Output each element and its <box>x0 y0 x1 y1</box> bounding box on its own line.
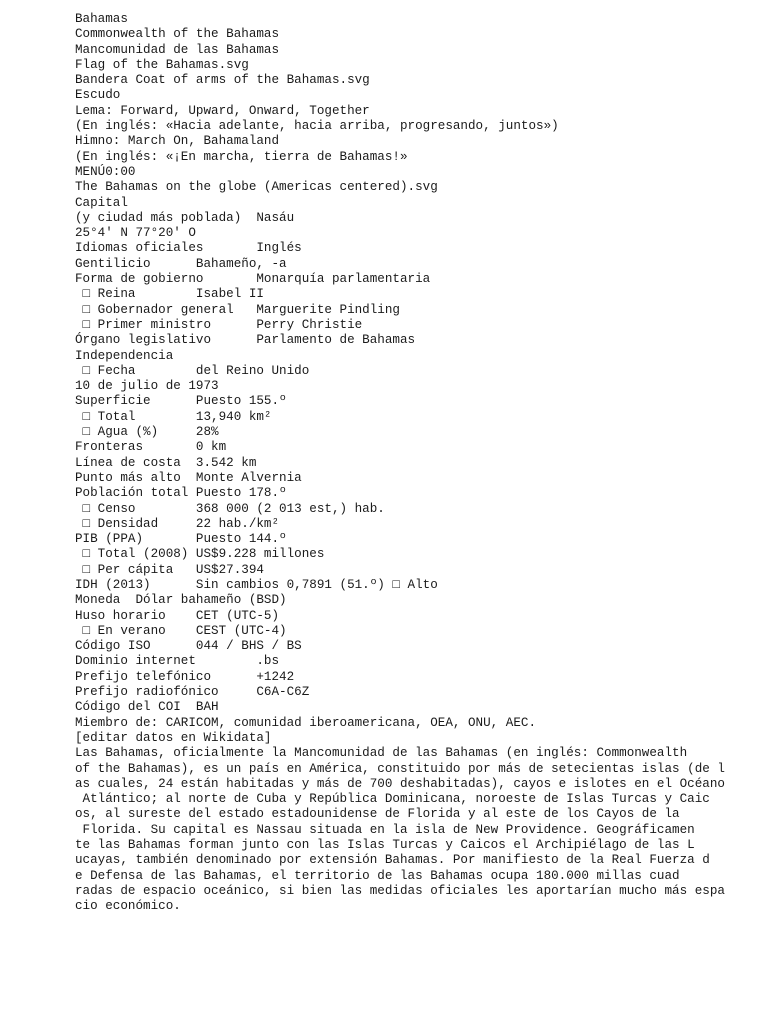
paragraph-line: ucayas, también denominado por extensión Bahamas. Por manifiesto de la Real Fuerza d <box>75 853 710 868</box>
text-line: Gentilicio Bahameño, -a <box>75 256 287 271</box>
paragraph-line: Las Bahamas, oficialmente la Mancomunidad de las Bahamas (en inglés: Commonwealth <box>75 746 688 761</box>
text-line: Superficie Puesto 155.º <box>75 394 287 409</box>
text-line: MENÚ0:00 <box>75 164 136 179</box>
paragraph-line: of the Bahamas), es un país en América, constituido por más de setecientas islas (de l <box>75 761 725 776</box>
text-line: Capital <box>75 195 128 210</box>
text-line: Flag of the Bahamas.svg <box>75 57 249 72</box>
text-line: □ Primer ministro Perry Christie <box>75 317 363 332</box>
paragraph-line: te las Bahamas forman junto con las Islas Turcas y Caicos el Archipiélago de las L <box>75 838 695 853</box>
text-line: Idiomas oficiales Inglés <box>75 241 302 256</box>
text-line: □ Reina Isabel II <box>75 287 264 302</box>
paragraph-line: Atlántico; al norte de Cuba y República Dominicana, noroeste de Islas Turcas y Caic <box>75 792 710 807</box>
text-line: Mancomunidad de las Bahamas <box>75 42 280 57</box>
document-body <box>75 12 755 915</box>
text-line: Órgano legislativo Parlamento de Bahamas <box>75 333 416 348</box>
paragraph-line: os, al sureste del estado estadounidense de Florida y al este de los Cayos de la <box>75 807 680 822</box>
text-line: Prefijo radiofónico C6A-C6Z <box>75 685 310 700</box>
paragraph-line: as cuales, 24 están habitadas y más de 700 deshabitadas), cayos e islotes en el Océano <box>75 776 725 791</box>
text-line: Bandera Coat of arms of the Bahamas.svg <box>75 73 370 88</box>
text-line: □ Densidad 22 hab./km² <box>75 516 280 531</box>
paragraph-line: cio económico. <box>75 899 181 914</box>
text-line: □ Total (2008) US$9.228 millones <box>75 547 325 562</box>
text-line: Forma de gobierno Monarquía parlamentaria <box>75 272 431 287</box>
paragraph-line: radas de espacio oceánico, si bien las medidas oficiales les aportarían mucho más espa <box>75 883 725 898</box>
paragraph-line: Florida. Su capital es Nassau situada en la isla de New Providence. Geográficamen <box>75 822 695 837</box>
text-line: Punto más alto Monte Alvernia <box>75 470 302 485</box>
text-line: Bahamas <box>75 12 128 26</box>
text-line: Independencia <box>75 348 174 363</box>
text-line: Escudo <box>75 88 121 103</box>
paragraph-line: e Defensa de las Bahamas, el territorio de las Bahamas ocupa 180.000 millas cuad <box>75 868 680 883</box>
infobox-text <box>75 12 755 746</box>
text-line: Miembro de: CARICOM, comunidad iberoamericana, OEA, ONU, AEC. <box>75 715 537 730</box>
text-line: IDH (2013) Sin cambios 0,7891 (51.º) □ Alto <box>75 577 438 592</box>
text-line: (En inglés: «¡En marcha, tierra de Bahamas!» <box>75 149 408 164</box>
text-line: (En inglés: «Hacia adelante, hacia arriba, progresando, juntos») <box>75 119 559 134</box>
text-line: Commonwealth of the Bahamas <box>75 27 280 42</box>
text-line: Himno: March On, Bahamaland <box>75 134 280 149</box>
text-line: Prefijo telefónico +1242 <box>75 669 295 684</box>
text-line: [editar datos en Wikidata] <box>75 730 272 745</box>
text-line: Dominio internet .bs <box>75 654 280 669</box>
text-line: PIB (PPA) Puesto 144.º <box>75 532 287 547</box>
text-line: □ Gobernador general Marguerite Pindling <box>75 302 400 317</box>
text-line: □ Fecha del Reino Unido <box>75 363 310 378</box>
text-line: □ Total 13,940 km² <box>75 409 272 424</box>
text-line: Población total Puesto 178.º <box>75 486 287 501</box>
body-paragraph <box>75 746 755 914</box>
text-line: Código del COI BAH <box>75 700 219 715</box>
text-line: 10 de julio de 1973 <box>75 379 219 394</box>
text-line: (y ciudad más poblada) Nasáu <box>75 210 295 225</box>
text-line: Fronteras 0 km <box>75 440 227 455</box>
text-line: Moneda Dólar bahameño (BSD) <box>75 593 287 608</box>
text-line: □ Per cápita US$27.394 <box>75 562 264 577</box>
text-line: □ En verano CEST (UTC-4) <box>75 623 287 638</box>
text-line: The Bahamas on the globe (Americas centered).svg <box>75 180 438 195</box>
text-line: Código ISO 044 / BHS / BS <box>75 639 302 654</box>
text-line: Línea de costa 3.542 km <box>75 455 257 470</box>
text-line: 25°4' N 77°20' O <box>75 226 196 241</box>
text-line: Lema: Forward, Upward, Onward, Together <box>75 103 370 118</box>
text-line: Huso horario CET (UTC-5) <box>75 608 280 623</box>
text-line: □ Agua (%) 28% <box>75 425 219 440</box>
text-line: □ Censo 368 000 (2 013 est,) hab. <box>75 501 385 516</box>
